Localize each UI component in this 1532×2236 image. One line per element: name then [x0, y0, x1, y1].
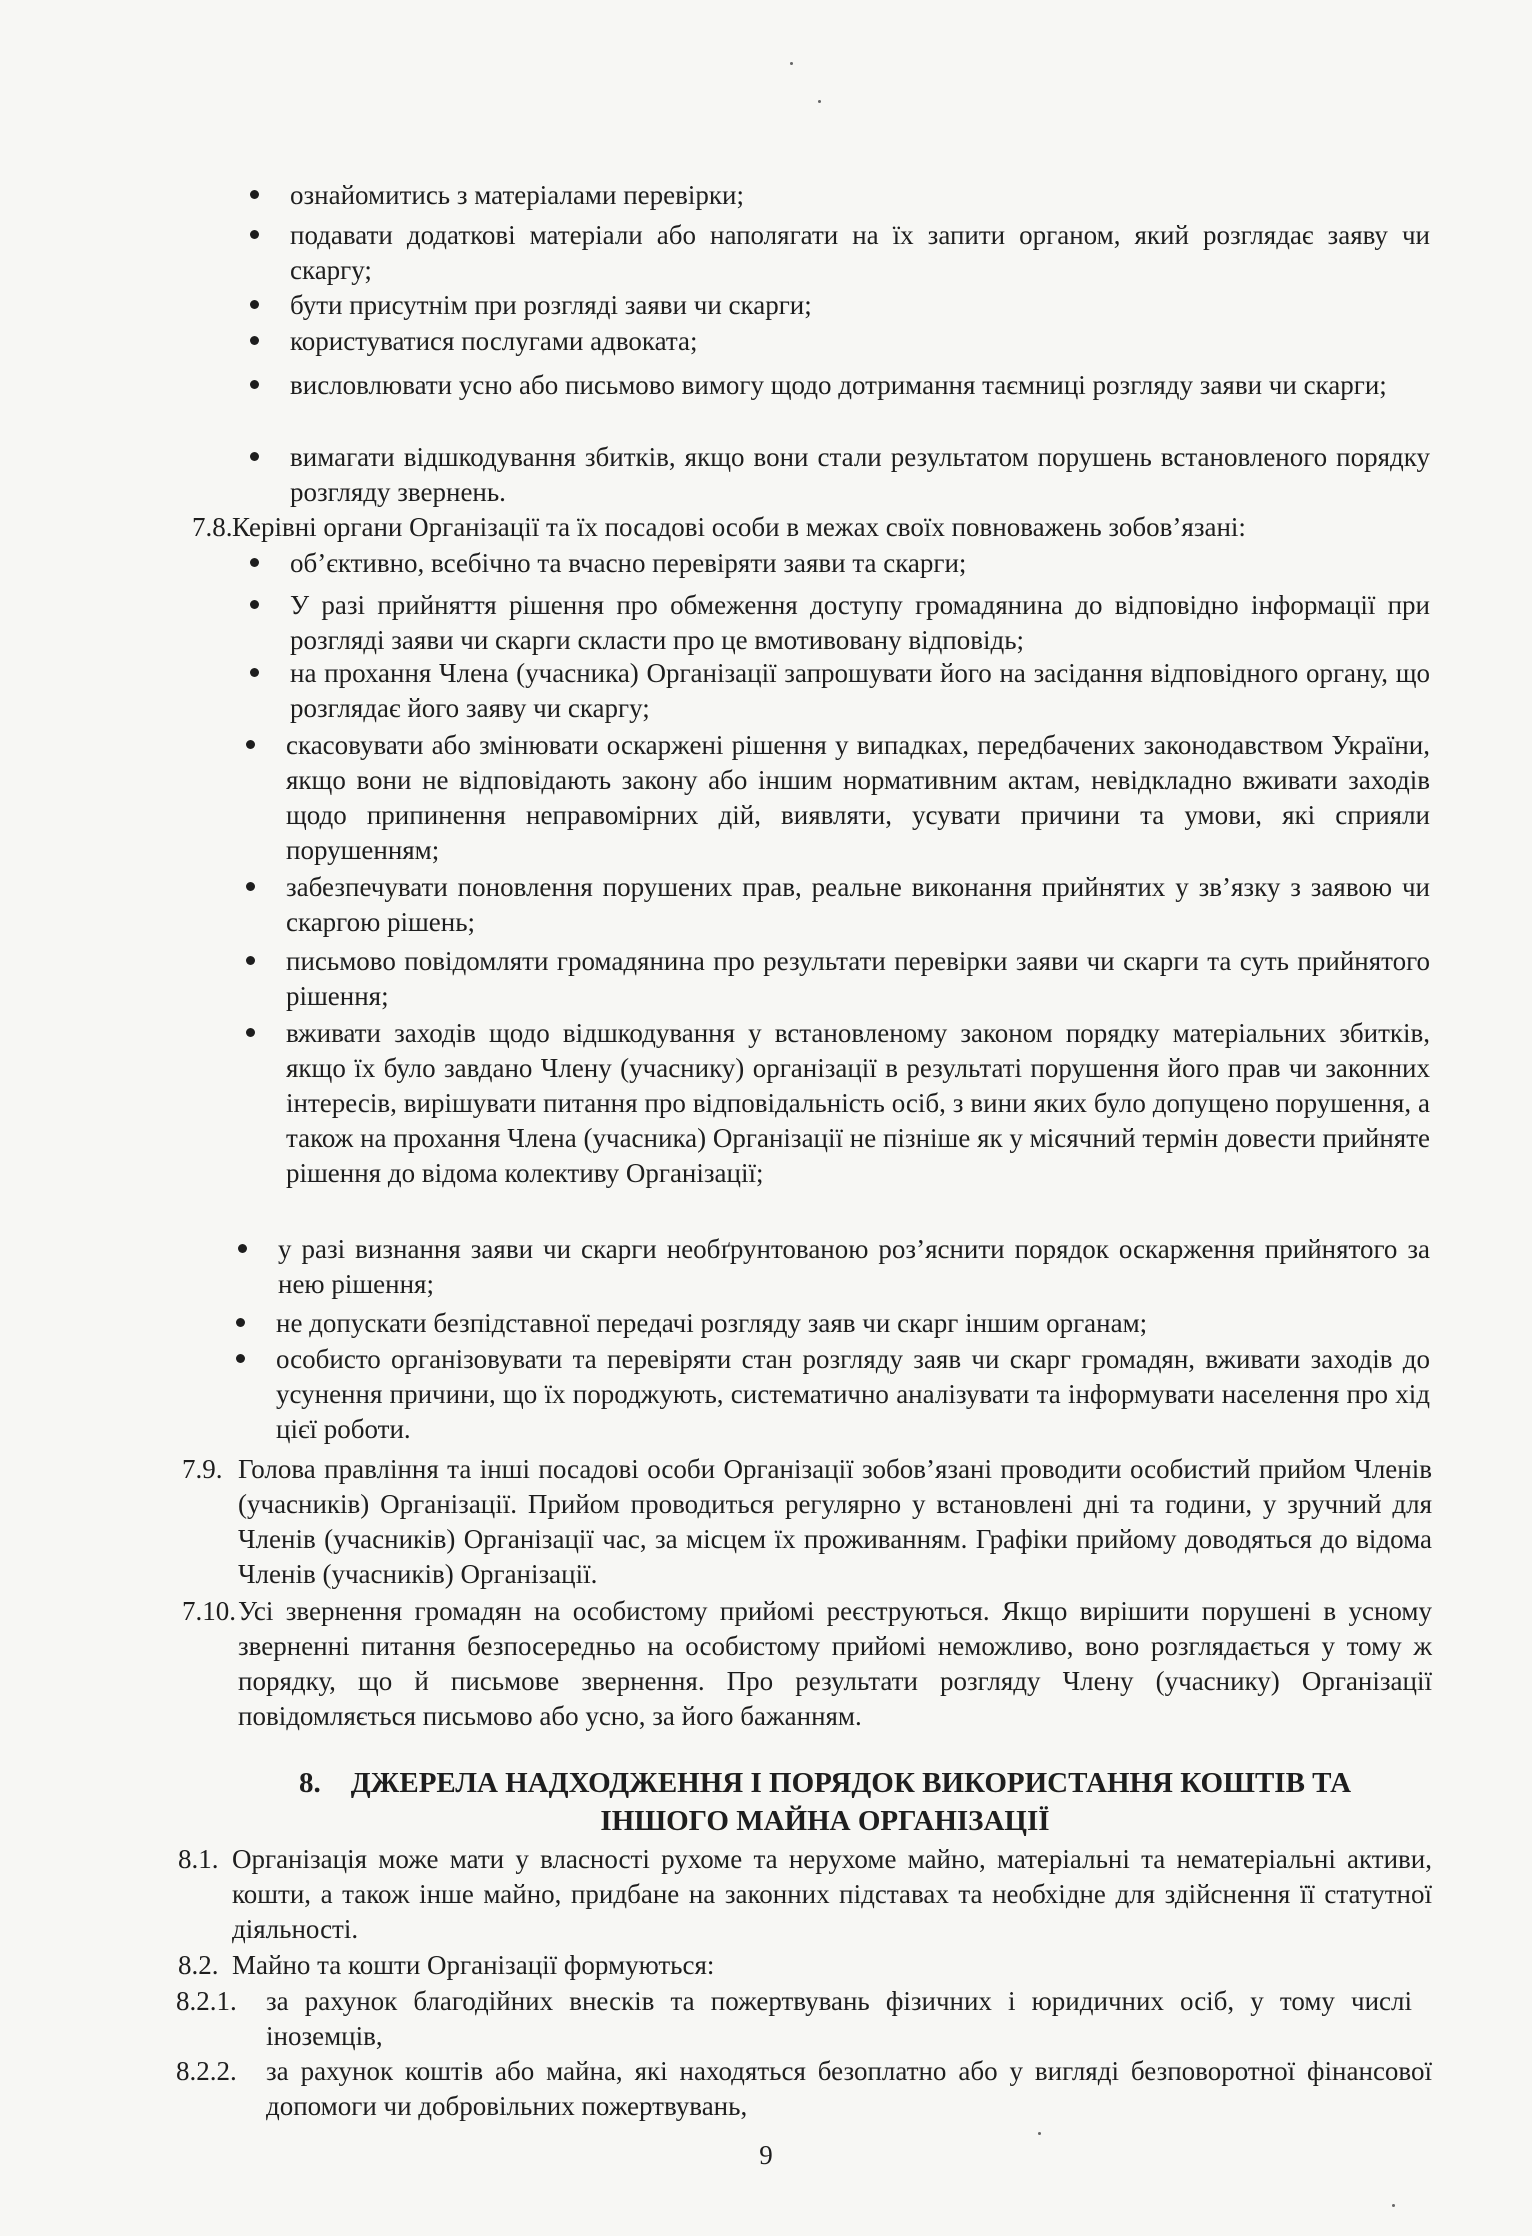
list-item	[286, 944, 1430, 1014]
clause-number: 7.8.	[192, 512, 233, 542]
bullet-icon	[250, 380, 259, 389]
bullet-icon	[250, 668, 259, 677]
list-item	[290, 324, 1430, 359]
list-item-text: висловлювати усно або письмово вимогу щодо дотримання таємниці розгляду заяви чи скарги;	[290, 370, 1387, 400]
list-item-text: особисто організовувати та перевіряти стан розгляду заяв чи скарг громадян, вживати заходів до усунення причини, що їх породжують, систематично аналізувати та інформувати населення про хід цієї роботи.	[276, 1344, 1430, 1444]
clause-text: за рахунок коштів або майна, які находяться безоплатно або у вигляді безповоротної фінансової допомоги чи добровільних пожертвувань,	[266, 2056, 1432, 2121]
clause-number: 7.9.	[182, 1454, 223, 1484]
clause-text: Усі звернення громадян на особистому прийомі реєструються. Якщо вирішити порушені в усному зверненні питання безпосередньо на особистому прийомі неможливо, воно розглядається у тому ж порядку, що й письмове звернення. Про результати розгляду Члену (учаснику) Організації повідомляється письмово або усно, за його бажанням.	[238, 1596, 1432, 1731]
clause-8-2-1	[176, 1984, 1412, 2054]
list-item-text: забезпечувати поновлення порушених прав, реальне виконання прийнятих у зв’язку з заявою чи скаргою рішень;	[286, 872, 1430, 937]
section-title: ДЖЕРЕЛА НАДХОДЖЕННЯ І ПОРЯДОК ВИКОРИСТАННЯ КОШТІВ ТА	[350, 1767, 1352, 1799]
list-item	[290, 368, 1430, 403]
list-item-text: У разі прийняття рішення про обмеження доступу громадянина до відповідно інформації при розгляді заяви чи скарги скласти про це вмотивовану відповідь;	[290, 590, 1430, 655]
clause-number: 8.2.	[178, 1950, 219, 1980]
bullet-icon	[246, 1028, 255, 1037]
bullet-icon	[250, 230, 259, 239]
bullet-icon	[250, 300, 259, 309]
clause-number: 8.2.1.	[176, 1986, 237, 2016]
list-item-text: вимагати відшкодування збитків, якщо вони стали результатом порушень встановленого порядку розгляду звернень.	[290, 442, 1430, 507]
bullet-icon	[236, 1318, 245, 1327]
clause-8-2	[178, 1948, 1432, 1983]
list-item-text: скасовувати або змінювати оскаржені рішення у випадках, передбачених законодавством України, якщо вони не відповідають закону або іншим нормативним актам, невідкладно вживати заходів щодо припинення неправомірних дій, виявляти, усувати причини та умови, які сприяли порушенням;	[286, 730, 1430, 865]
scan-speck	[1038, 2132, 1041, 2135]
list-item-text: бути присутнім при розгляді заяви чи скарги;	[290, 290, 812, 320]
list-item-text: у разі визнання заяви чи скарги необґрунтованою роз’яснити порядок оскарження прийнятого за нею рішення;	[278, 1234, 1430, 1299]
bullet-icon	[250, 190, 259, 199]
list-item	[286, 870, 1430, 940]
list-item	[290, 440, 1430, 510]
scan-speck	[790, 62, 793, 65]
list-item	[276, 1306, 1430, 1341]
clause-7-10	[182, 1594, 1432, 1734]
list-item	[290, 546, 1430, 581]
list-item	[278, 1232, 1430, 1302]
clause-7-8	[192, 510, 1432, 545]
clause-7-9	[182, 1452, 1432, 1592]
bullet-icon	[250, 600, 259, 609]
list-item	[290, 218, 1430, 288]
list-item-text: письмово повідомляти громадянина про результати перевірки заяви чи скарги та суть прийнятого рішення;	[286, 946, 1430, 1011]
list-item	[290, 656, 1430, 726]
list-item	[286, 1016, 1430, 1191]
section-heading-line-1	[230, 1764, 1420, 1802]
list-item-text: не допускати безпідставної передачі розгляду заяв чи скарг іншим органам;	[276, 1308, 1148, 1338]
list-item-text: користуватися послугами адвоката;	[290, 326, 698, 356]
bullet-icon	[246, 956, 255, 965]
scan-speck	[818, 100, 821, 103]
scan-speck	[1392, 2204, 1395, 2207]
list-item-text: ознайомитись з матеріалами перевірки;	[290, 180, 744, 210]
list-item-text: подавати додаткові матеріали або наполягати на їх запити органом, який розглядає заяву чи скаргу;	[290, 220, 1430, 285]
bullet-icon	[236, 1354, 245, 1363]
clause-number: 8.2.2.	[176, 2056, 237, 2086]
section-heading	[230, 1764, 1420, 1840]
bullet-icon	[250, 558, 259, 567]
list-item-text: вживати заходів щодо відшкодування у встановленому законом порядку матеріальних збитків, якщо їх було завдано Члену (учаснику) організації в результаті порушення його прав чи законних інтересів, вирішувати питання про відповідальність осіб, з вини яких було допущено порушення, а також на прохання Члена (учасника) Організації не пізніше як у місячний термін довести прийняте рішення до відома колективу Організації;	[286, 1018, 1430, 1188]
clause-8-1	[178, 1842, 1432, 1947]
list-item	[276, 1342, 1430, 1447]
bullet-icon	[250, 452, 259, 461]
list-item-text: об’єктивно, всебічно та вчасно перевіряти заяви та скарги;	[290, 548, 967, 578]
bullet-icon	[246, 882, 255, 891]
list-item	[290, 288, 1430, 323]
list-item	[290, 178, 1430, 213]
page-number: 9	[759, 2140, 773, 2170]
clause-8-2-2	[176, 2054, 1432, 2124]
list-item	[290, 588, 1430, 658]
clause-text: Керівні органи Організації та їх посадові особи в межах своїх повноважень зобов’язані:	[232, 512, 1246, 542]
clause-text: Організація може мати у власності рухоме та нерухоме майно, матеріальні та нематеріальні активи, кошти, а також інше майно, придбане на законних підставах та необхідне для здійснення її статутної діяльності.	[232, 1844, 1432, 1944]
clause-number: 7.10.	[182, 1596, 236, 1626]
section-heading-line-2: ІНШОГО МАЙНА ОРГАНІЗАЦІЇ	[600, 1805, 1050, 1837]
clause-text: за рахунок благодійних внесків та пожертвувань фізичних і юридичних осіб, у тому числі іноземців,	[266, 1986, 1412, 2051]
clause-text: Голова правління та інші посадові особи Організації зобов’язані проводити особистий прийом Членів (учасників) Організації. Прийом проводиться регулярно у встановлені дні та години, у зручний для Членів (учасників) Організації час, за місцем їх проживанням. Графіки прийому доводяться до відома Членів (учасників) Організації.	[238, 1454, 1432, 1589]
bullet-icon	[250, 336, 259, 345]
list-item-text: на прохання Члена (учасника) Організації запрошувати його на засідання відповідного органу, що розглядає його заяву чи скаргу;	[290, 658, 1430, 723]
bullet-icon	[238, 1244, 247, 1253]
clause-text: Майно та кошти Організації формуються:	[232, 1950, 715, 1980]
bullet-icon	[246, 740, 255, 749]
list-item	[286, 728, 1430, 868]
section-number: 8.	[298, 1767, 321, 1799]
clause-number: 8.1.	[178, 1844, 219, 1874]
